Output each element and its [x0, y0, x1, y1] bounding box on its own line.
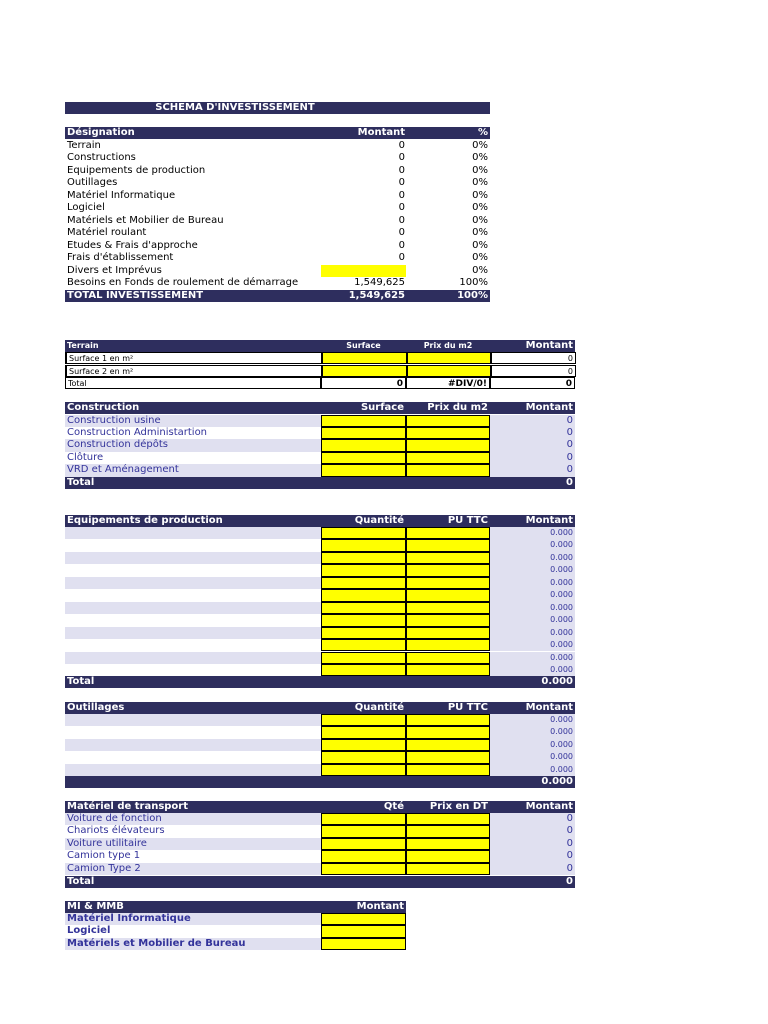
header-pct: %	[477, 127, 488, 138]
outillages-col1-input[interactable]	[321, 726, 406, 738]
schema-row-montant: 0	[398, 164, 405, 176]
outillages-col1-input[interactable]	[321, 764, 406, 776]
terrain-total-label: Total	[65, 377, 321, 389]
construction-row-label: Construction Administartion	[67, 426, 208, 438]
transport-total-label: Total	[67, 876, 95, 887]
terrain-surface-input[interactable]	[322, 365, 407, 377]
equipements-row	[65, 614, 575, 626]
terrain-row-label: Surface 1 en m²	[66, 352, 322, 364]
equipements-col2-input[interactable]	[406, 527, 490, 539]
schema-total	[65, 290, 490, 302]
equipements-row	[65, 589, 575, 601]
equipements-col1-input[interactable]	[321, 577, 406, 589]
transport-row-label: Chariots élévateurs	[67, 825, 165, 837]
outillages-row-montant: 0.000	[490, 726, 575, 738]
construction-total	[65, 477, 575, 489]
equipements-col1-input[interactable]	[321, 527, 406, 539]
construction-row	[65, 427, 575, 439]
construction-col2-input[interactable]	[406, 452, 490, 464]
terrain-h-prix: Prix du m2	[423, 341, 473, 350]
construction-row	[65, 439, 575, 451]
equipements-col1-input[interactable]	[321, 564, 406, 576]
schema-row-label: Besoins en Fonds de roulement de démarrage	[67, 276, 299, 288]
terrain-total-montant: 0	[490, 377, 575, 389]
equipements-row-montant: 0.000	[490, 652, 575, 664]
schema-total-label: TOTAL INVESTISSEMENT	[67, 290, 204, 301]
schema-row	[65, 252, 490, 264]
mi-h-montant: Montant	[356, 901, 404, 912]
equipements-col1-input[interactable]	[321, 614, 406, 626]
construction-col2-input[interactable]	[406, 464, 490, 476]
equipements-h-label: Equipements de production	[67, 515, 223, 526]
equipements-h-col2: PU TTC	[447, 515, 488, 526]
outillages-col2-input[interactable]	[406, 764, 490, 776]
transport-h-col2: Prix en DT	[429, 801, 488, 812]
schema-row	[65, 152, 490, 164]
schema-row-label: Matériel roulant	[67, 227, 147, 239]
outillages-row	[65, 764, 575, 776]
construction-row	[65, 464, 575, 476]
equipements-col2-input[interactable]	[406, 627, 490, 639]
mi-montant-input[interactable]	[321, 925, 406, 937]
construction-col1-input[interactable]	[321, 464, 406, 476]
schema-row-label: Frais d'établissement	[67, 252, 174, 264]
transport-col2-input[interactable]	[406, 850, 490, 862]
schema-row	[65, 177, 490, 189]
outillages-row-label	[65, 726, 321, 738]
transport-total	[65, 876, 575, 888]
outillages-row-label	[65, 751, 321, 763]
schema-row-montant: 0	[398, 239, 405, 251]
transport-row	[65, 863, 575, 875]
mi-montant-input[interactable]	[321, 938, 406, 950]
schema-row	[65, 140, 490, 152]
outillages-h-col2: PU TTC	[447, 702, 488, 713]
schema-row-montant: 0	[398, 202, 405, 214]
transport-row-label: Voiture utilitaire	[65, 838, 321, 850]
equipements-row-montant: 0.000	[490, 614, 575, 626]
schema-row-pct: 0%	[472, 214, 488, 226]
equipements-row	[65, 527, 575, 539]
equipements-row-label	[65, 664, 321, 676]
terrain-header	[65, 340, 575, 352]
terrain-surface-input[interactable]	[322, 352, 407, 364]
equipements-row-montant: 0.000	[490, 539, 575, 551]
equipements-col2-input[interactable]	[406, 564, 490, 576]
schema-row-label: Constructions	[67, 152, 136, 164]
transport-header	[65, 801, 575, 813]
equipements-col2-input[interactable]	[406, 652, 490, 664]
schema-row-pct: 100%	[459, 276, 488, 288]
equipements-col2-input[interactable]	[406, 602, 490, 614]
mi-row	[65, 938, 406, 950]
equipements-row-label	[65, 527, 321, 539]
schema-row-montant: 0	[398, 140, 405, 151]
mi-h-label: MI & MMB	[67, 901, 124, 912]
equipements-total-montant: 0.000	[541, 676, 573, 687]
schema-row-pct: 0%	[472, 239, 488, 251]
equipements-row-label	[65, 652, 321, 664]
equipements-row-label	[65, 552, 321, 564]
outillages-col2-input[interactable]	[406, 726, 490, 738]
schema-row	[65, 202, 490, 214]
equipements-row-label	[65, 577, 321, 589]
outillages-row-montant: 0.000	[490, 714, 575, 726]
terrain-total-prix: #DIV/0!	[406, 377, 490, 389]
equipements-row-montant: 0.000	[490, 552, 575, 564]
schema-row	[65, 227, 490, 239]
transport-row-montant: 0	[490, 850, 575, 862]
construction-row-label: Clôture	[67, 451, 104, 463]
equipements-row-montant: 0.000	[490, 664, 575, 676]
equipements-row	[65, 664, 575, 676]
equipements-h-montant: Montant	[525, 515, 573, 526]
schema-row-montant: 0	[398, 177, 405, 189]
outillages-h-label: Outillages	[67, 702, 125, 713]
equipements-row-label	[65, 564, 321, 576]
transport-row	[65, 850, 575, 862]
transport-row-montant: 0	[490, 825, 575, 837]
construction-row-label: Construction dépôts	[65, 439, 321, 451]
header-montant: Montant	[357, 127, 405, 138]
construction-row-label: VRD et Aménagement	[65, 464, 321, 476]
terrain-prix-input[interactable]	[407, 352, 491, 364]
equipements-h-col1: Quantité	[354, 515, 404, 526]
terrain-total	[65, 377, 575, 389]
schema-row-label: Outillages	[67, 177, 118, 189]
schema-row-pct: 0%	[472, 264, 488, 276]
construction-row-montant: 0	[490, 464, 575, 476]
equipements-row	[65, 602, 575, 614]
terrain-prix-input[interactable]	[407, 365, 491, 377]
construction-row-montant: 0	[490, 439, 575, 451]
mi-row	[65, 913, 406, 925]
equipements-row-label	[65, 589, 321, 601]
mi-row	[65, 925, 406, 937]
equipements-row	[65, 539, 575, 551]
outillages-row	[65, 714, 575, 726]
construction-row-montant: 0	[490, 452, 575, 464]
schema-total-montant: 1,549,625	[348, 290, 405, 301]
equipements-total-label: Total	[67, 676, 95, 687]
mi-montant-input[interactable]	[321, 913, 406, 925]
construction-total-label: Total	[67, 477, 95, 488]
construction-col2-input[interactable]	[406, 415, 490, 427]
outillages-total	[65, 776, 575, 788]
equipements-row-label	[65, 539, 321, 551]
outillages-col1-input[interactable]	[321, 739, 406, 751]
equipements-row	[65, 552, 575, 564]
terrain-row-label: Surface 2 en m²	[66, 365, 322, 377]
construction-col2-input[interactable]	[406, 439, 490, 451]
transport-col2-input[interactable]	[406, 813, 490, 825]
schema-row-pct: 0%	[472, 152, 488, 164]
schema-row-montant: 0	[398, 152, 405, 164]
schema-total-pct: 100%	[457, 290, 488, 301]
mi-row-label: Logiciel	[67, 925, 111, 937]
equipements-col2-input[interactable]	[406, 539, 490, 551]
transport-col2-input[interactable]	[406, 825, 490, 837]
transport-row	[65, 825, 575, 837]
equipements-row-montant: 0.000	[490, 577, 575, 589]
outillages-col2-input[interactable]	[406, 751, 490, 763]
equipements-row-montant: 0.000	[490, 589, 575, 601]
construction-row	[65, 415, 575, 427]
schema-header	[65, 127, 490, 139]
terrain-h-montant: Montant	[525, 340, 573, 351]
construction-col1-input[interactable]	[321, 427, 406, 439]
mi-row-label: Matériels et Mobilier de Bureau	[65, 938, 321, 950]
equipements-col1-input[interactable]	[321, 627, 406, 639]
terrain-row-montant: 0	[491, 352, 576, 364]
schema-row-pct: 0%	[472, 177, 488, 189]
equipements-row-montant: 0.000	[490, 627, 575, 639]
terrain-row	[65, 365, 576, 377]
terrain-row-montant: 0	[491, 365, 576, 377]
outillages-row	[65, 751, 575, 763]
transport-row	[65, 813, 575, 825]
schema-row-pct: 0%	[472, 140, 488, 151]
equipements-row-label	[65, 602, 321, 614]
equipements-col2-input[interactable]	[406, 552, 490, 564]
equipements-row-montant: 0.000	[490, 602, 575, 614]
transport-col1-input[interactable]	[321, 825, 406, 837]
equipements-col1-input[interactable]	[321, 602, 406, 614]
construction-col2-input[interactable]	[406, 427, 490, 439]
schema-row-label: Divers et Imprévus	[67, 264, 162, 276]
equipements-row	[65, 627, 575, 639]
schema-row	[65, 240, 490, 252]
construction-col1-input[interactable]	[321, 439, 406, 451]
equipements-row-label	[65, 614, 321, 626]
schema-row-montant: 0	[398, 189, 405, 201]
schema-row-pct: 0%	[472, 189, 488, 201]
transport-row-montant: 0	[490, 863, 575, 875]
equipements-col1-input[interactable]	[321, 652, 406, 664]
transport-col1-input[interactable]	[321, 863, 406, 875]
divers-input[interactable]	[321, 265, 406, 277]
schema-row	[65, 265, 490, 277]
transport-col1-input[interactable]	[321, 838, 406, 850]
equipements-col1-input[interactable]	[321, 639, 406, 651]
equipements-col1-input[interactable]	[321, 664, 406, 676]
construction-header	[65, 402, 575, 414]
transport-row-label: Camion Type 2	[65, 863, 321, 875]
transport-row	[65, 838, 575, 850]
transport-col2-input[interactable]	[406, 838, 490, 850]
equipements-col1-input[interactable]	[321, 539, 406, 551]
schema-row-montant: 1,549,625	[354, 276, 405, 288]
schema-row	[65, 190, 490, 202]
outillages-col2-input[interactable]	[406, 714, 490, 726]
outillages-row-montant: 0.000	[490, 764, 575, 776]
transport-h-label: Matériel de transport	[67, 801, 189, 812]
mi-row-label: Matériel Informatique	[65, 913, 321, 925]
outillages-col1-input[interactable]	[321, 751, 406, 763]
outillages-h-montant: Montant	[525, 702, 573, 713]
construction-col1-input[interactable]	[321, 452, 406, 464]
schema-row-label: Equipements de production	[67, 164, 206, 176]
outillages-row-label	[65, 764, 321, 776]
header-designation: Désignation	[67, 127, 135, 138]
equipements-col2-input[interactable]	[406, 639, 490, 651]
outillages-col2-input[interactable]	[406, 739, 490, 751]
equipements-row	[65, 577, 575, 589]
outillages-col1-input[interactable]	[321, 714, 406, 726]
equipements-col2-input[interactable]	[406, 577, 490, 589]
transport-row-montant: 0	[490, 813, 575, 825]
terrain-h-surface: Surface	[346, 341, 381, 350]
schema-row-pct: 0%	[472, 164, 488, 176]
construction-total-montant: 0	[566, 477, 573, 488]
equipements-header	[65, 515, 575, 527]
schema-row-montant: 0	[398, 252, 405, 264]
schema-row-label: Matériels et Mobilier de Bureau	[67, 214, 224, 226]
transport-row-label: Voiture de fonction	[65, 813, 321, 825]
construction-h-montant: Montant	[525, 402, 573, 413]
equipements-row-label	[65, 639, 321, 651]
equipements-row	[65, 639, 575, 651]
construction-h-label: Construction	[67, 402, 140, 413]
outillages-row	[65, 726, 575, 738]
outillages-total-montant: 0.000	[541, 776, 573, 787]
equipements-col2-input[interactable]	[406, 664, 490, 676]
equipements-col1-input[interactable]	[321, 589, 406, 601]
transport-col2-input[interactable]	[406, 863, 490, 875]
transport-col1-input[interactable]	[321, 813, 406, 825]
construction-row-montant: 0	[490, 427, 575, 439]
mi-header	[65, 901, 406, 913]
terrain-row	[65, 352, 576, 364]
construction-col1-input[interactable]	[321, 415, 406, 427]
construction-h-col2: Prix du m2	[427, 402, 488, 413]
schema-row-label: Terrain	[67, 140, 101, 151]
equipements-total	[65, 676, 575, 688]
outillages-row-label	[65, 714, 321, 726]
transport-row-label: Camion type 1	[67, 850, 141, 862]
equipements-row-label	[65, 627, 321, 639]
schema-row-pct: 0%	[472, 252, 488, 264]
construction-h-col1: Surface	[360, 402, 404, 413]
schema-title-bar	[65, 102, 490, 114]
outillages-row-montant: 0.000	[490, 739, 575, 751]
schema-row-label: Etudes & Frais d'approche	[67, 239, 198, 251]
outillages-header	[65, 702, 575, 714]
equipements-col2-input[interactable]	[406, 589, 490, 601]
schema-row	[65, 215, 490, 227]
outillages-row	[65, 739, 575, 751]
construction-row-label: Construction usine	[65, 415, 321, 427]
schema-row-label: Logiciel	[67, 202, 105, 214]
equipements-row-montant: 0.000	[490, 527, 575, 539]
schema-row-montant: 0	[398, 227, 405, 239]
equipements-col1-input[interactable]	[321, 552, 406, 564]
schema-title: SCHEMA D'INVESTISSEMENT	[155, 102, 315, 113]
outillages-row-montant: 0.000	[490, 751, 575, 763]
schema-row	[65, 165, 490, 177]
construction-row	[65, 452, 575, 464]
terrain-total-surface: 0	[321, 377, 406, 389]
construction-row-montant: 0	[490, 415, 575, 427]
equipements-row	[65, 652, 575, 664]
transport-col1-input[interactable]	[321, 850, 406, 862]
outillages-h-col1: Quantité	[354, 702, 404, 713]
schema-row-montant: 0	[398, 214, 405, 226]
schema-row-label: Matériel Informatique	[67, 189, 176, 201]
transport-h-montant: Montant	[525, 801, 573, 812]
terrain-h-label: Terrain	[67, 341, 99, 350]
outillages-row-label	[65, 739, 321, 751]
equipements-row	[65, 564, 575, 576]
equipements-row-montant: 0.000	[490, 564, 575, 576]
transport-total-montant: 0	[566, 876, 573, 887]
transport-row-montant: 0	[490, 838, 575, 850]
equipements-col2-input[interactable]	[406, 614, 490, 626]
schema-row-pct: 0%	[472, 202, 488, 214]
transport-h-col1: Qté	[383, 801, 404, 812]
schema-row	[65, 277, 490, 289]
equipements-row-montant: 0.000	[490, 639, 575, 651]
schema-row-pct: 0%	[472, 227, 488, 239]
